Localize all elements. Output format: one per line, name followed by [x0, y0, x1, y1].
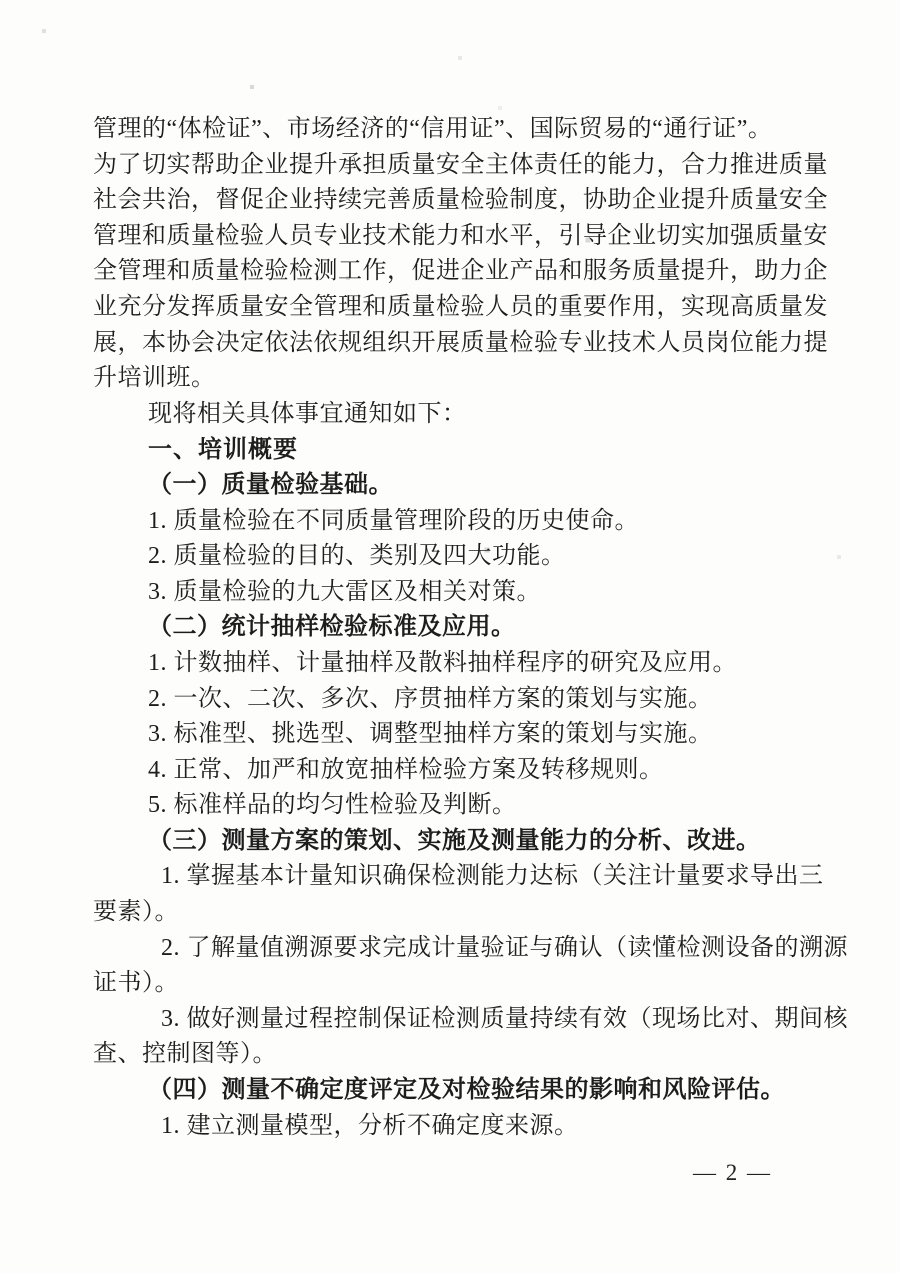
text-line: 管理和质量检验人员专业技术能力和水平，引导企业切实加强质量安: [93, 222, 828, 249]
text-line: 展，本协会决定依法依规组织开展质量检验专业技术人员岗位能力提: [93, 329, 828, 356]
list-item: 5. 标准样品的均匀性检验及判断。: [148, 792, 517, 819]
text-line: 升培训班。: [93, 365, 216, 392]
list-item: 1. 质量检验在不同质量管理阶段的历史使命。: [148, 507, 639, 534]
list-item: 2. 质量检验的目的、类别及四大功能。: [148, 543, 566, 570]
subsection-heading-4: （四）测量不确定度评定及对检验结果的影响和风险评估。: [148, 1077, 785, 1104]
text-line: 全管理和质量检验检测工作，促进企业产品和服务质量提升，助力企: [93, 258, 828, 285]
list-item: 2. 了解量值溯源要求完成计量验证与确认（读懂检测设备的溯源: [161, 934, 848, 961]
list-item: 4. 正常、加严和放宽抽样检验方案及转移规则。: [148, 756, 664, 783]
list-item-continuation: 查、控制图等）。: [93, 1041, 277, 1068]
subsection-heading-3: （三）测量方案的策划、实施及测量能力的分析、改进。: [148, 827, 761, 854]
section-heading-1: 一、培训概要: [148, 436, 298, 464]
list-item-continuation: 证书）。: [93, 970, 179, 997]
list-item: 3. 质量检验的九大雷区及相关对策。: [148, 578, 541, 605]
text-line: 管理的“体检证”、市场经济的“信用证”、国际贸易的“通行证”。: [93, 116, 773, 142]
list-item: 2. 一次、二次、多次、序贯抽样方案的策划与实施。: [148, 685, 713, 712]
scan-noise-specks: [0, 0, 2, 2]
subsection-heading-1: （一）质量检验基础。: [148, 471, 393, 498]
list-item: 1. 建立测量模型，分析不确定度来源。: [161, 1112, 579, 1139]
document-body: [93, 112, 848, 1144]
page-number: — 2 —: [693, 1160, 772, 1185]
list-item: 3. 做好测量过程控制保证检测质量持续有效（现场比对、期间核: [161, 1005, 848, 1032]
list-item: 1. 掌握基本计量知识确保检测能力达标（关注计量要求导出三: [161, 863, 824, 890]
text-line: 业充分发挥质量安全管理和质量检验人员的重要作用，实现高质量发: [93, 293, 828, 320]
list-item: 1. 计数抽样、计量抽样及散料抽样程序的研究及应用。: [148, 649, 737, 676]
text-line: 现将相关具体事宜通知如下：: [148, 400, 467, 427]
subsection-heading-2: （二）统计抽样检验标准及应用。: [148, 614, 516, 641]
text-line: 为了切实帮助企业提升承担质量安全主体责任的能力，合力推进质量: [93, 151, 828, 178]
list-item: 3. 标准型、挑选型、调整型抽样方案的策划与实施。: [148, 721, 713, 748]
list-item-continuation: 要素）。: [93, 899, 179, 926]
text-line: 社会共治，督促企业持续完善质量检验制度，协助企业提升质量安全: [93, 187, 828, 214]
